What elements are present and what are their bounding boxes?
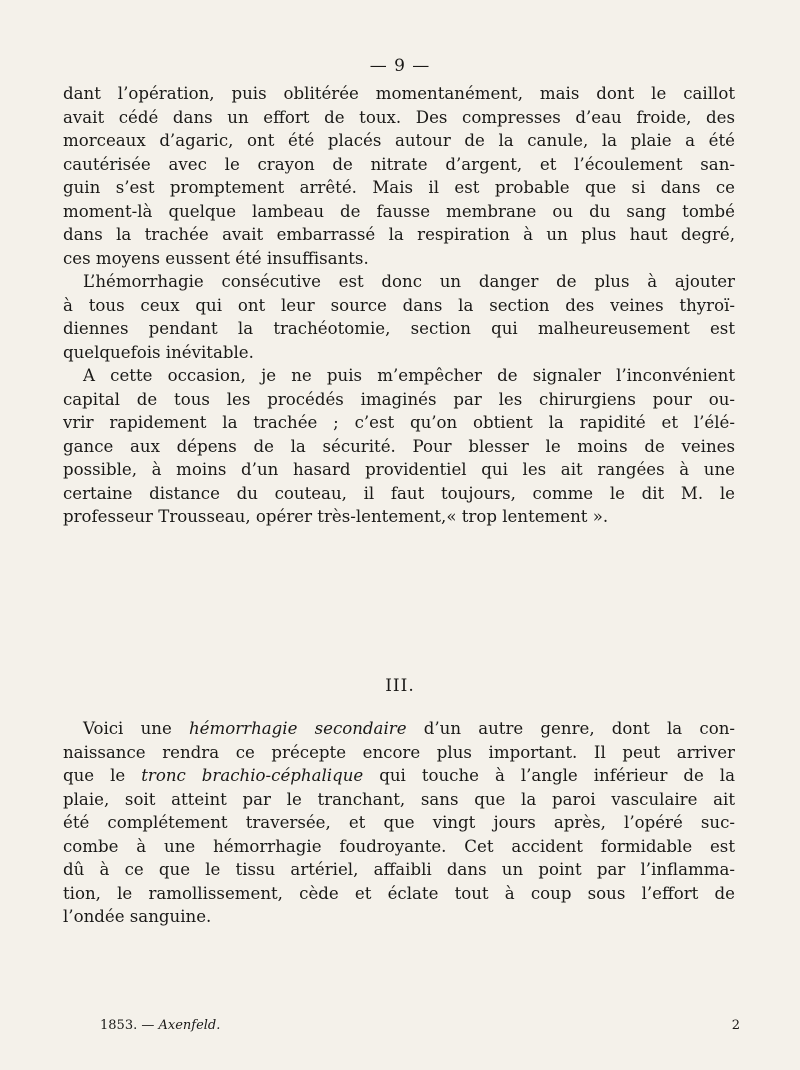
printer-signature bbox=[100, 1018, 220, 1033]
text-line: été complétement traversée, et que vingt jours après, l’opéré suc- bbox=[63, 813, 735, 832]
text-line: à tous ceux qui ont leur source dans la section des veines thyroï- bbox=[63, 295, 735, 315]
text-line: A cette occasion, je ne puis m’empêcher de signaler l’inconvénient bbox=[83, 366, 735, 385]
text-line: professeur Trousseau, opérer très-lentement,« trop lentement ». bbox=[63, 507, 609, 526]
text-line: plaie, soit atteint par le tranchant, sans que la paroi vasculaire ait bbox=[63, 789, 735, 809]
section-heading: III. bbox=[385, 676, 415, 696]
text-line: avait cédé dans un effort de toux. Des compresses d’eau froide, des bbox=[63, 107, 735, 127]
text-line: tion, le ramollissement, cède et éclate tout à coup sous l’effort de bbox=[63, 883, 735, 903]
italic-term: tronc brachio-céphalique bbox=[141, 766, 364, 785]
text-line: moment-là quelque lambeau de fausse membrane ou du sang tombé bbox=[63, 201, 735, 221]
paragraph-4 bbox=[63, 717, 735, 929]
paragraph-3 bbox=[63, 364, 735, 529]
text-line: L’hémorrhagie consécutive est donc un danger de plus à ajouter bbox=[83, 272, 735, 291]
text-line: dans la trachée avait embarrassé la respiration à un plus haut degré, bbox=[63, 225, 735, 244]
text-line: possible, à moins d’un hasard providentiel qui les ait rangées à une bbox=[63, 460, 735, 479]
page-number: — 9 — bbox=[369, 56, 431, 76]
paragraph-1 bbox=[63, 82, 735, 270]
text-line: dant l’opération, puis oblitérée momentanément, mais dont le caillot bbox=[63, 84, 735, 103]
text-line: combe à une hémorrhagie foudroyante. Cet accident formidable est bbox=[63, 836, 735, 856]
text-line: guin s’est promptement arrêté. Mais il est probable que si dans ce bbox=[63, 178, 735, 197]
text-line bbox=[63, 717, 735, 741]
text-line: diennes pendant la trachéotomie, section qui malheureusement est bbox=[63, 319, 735, 338]
text-line: vrir rapidement la trachée ; c’est qu’on obtient la rapidité et l’élé- bbox=[63, 413, 735, 432]
text-line: morceaux d’agaric, ont été placés autour de la canule, la plaie a été bbox=[63, 131, 735, 150]
text-line: gance aux dépens de la sécurité. Pour blesser le moins de veines bbox=[63, 436, 735, 456]
paragraph-2 bbox=[63, 270, 735, 364]
signature-prefix: 1853. — bbox=[100, 1018, 159, 1033]
text-line: naissance rendra ce précepte encore plus important. Il peut arriver bbox=[63, 742, 735, 762]
text-line: ces moyens eussent été insuffisants. bbox=[63, 248, 369, 268]
text-line: dû à ce que le tissu artériel, affaibli dans un point par l’inflamma- bbox=[63, 860, 735, 879]
text-line: capital de tous les procédés imaginés par les chirurgiens pour ou- bbox=[63, 389, 735, 409]
signature-name: Axenfeld. bbox=[158, 1018, 221, 1033]
text-line: l’ondée sanguine. bbox=[63, 907, 212, 926]
text-line: certaine distance du couteau, il faut toujours, comme le dit M. le bbox=[63, 483, 735, 503]
text-line: quelquefois inévitable. bbox=[63, 342, 254, 362]
text-run: que le bbox=[63, 766, 142, 785]
italic-term: hémorrhagie secondaire bbox=[188, 719, 407, 738]
text-line: cautérisée avec le crayon de nitrate d’argent, et l’écoulement san- bbox=[63, 154, 735, 174]
text-run: Voici une bbox=[83, 719, 189, 738]
text-run: qui touche à l’angle inférieur de la bbox=[363, 766, 735, 785]
text-line bbox=[63, 764, 735, 788]
signature-mark: 2 bbox=[731, 1018, 740, 1033]
text-run: d’un autre genre, dont la con- bbox=[406, 719, 735, 738]
